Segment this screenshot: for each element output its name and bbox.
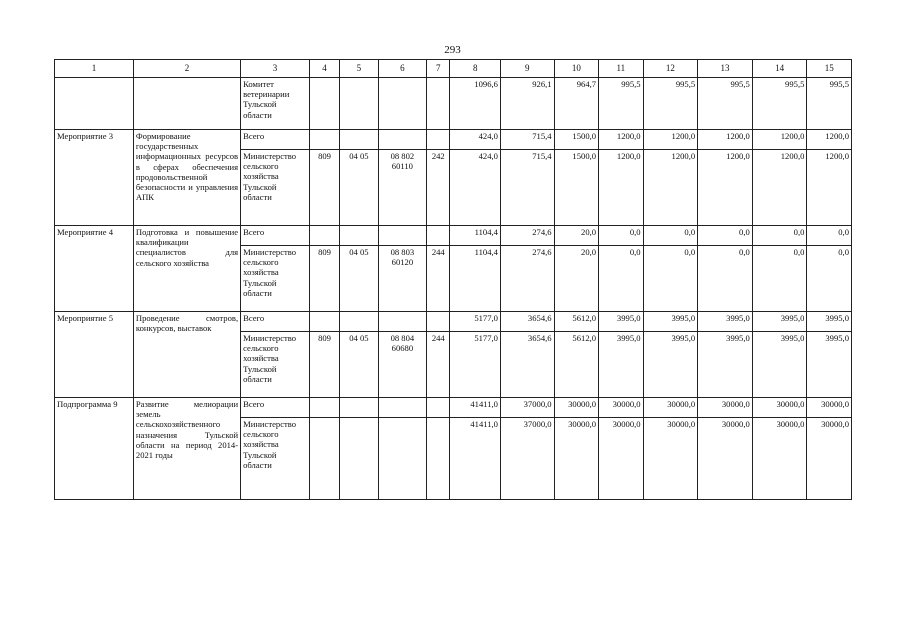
table-row	[55, 226, 852, 246]
value-cell: 30000,0	[643, 418, 698, 500]
value-cell: 3995,0	[599, 332, 644, 398]
measure-description: Проведение смотров, конкурсов, выставок	[133, 312, 240, 398]
expense-type-code: 244	[427, 246, 450, 312]
value-cell: 0,0	[643, 226, 698, 246]
value-cell: 5177,0	[450, 332, 501, 398]
value-cell: 274,6	[500, 246, 554, 312]
header-cell: 15	[807, 60, 852, 78]
value-cell: 3995,0	[807, 312, 852, 332]
value-cell: 1200,0	[752, 150, 807, 226]
target-article-code	[378, 312, 427, 332]
executor-cell: Комитет ветеринарии Тульской области	[241, 78, 310, 130]
grbs-code: 809	[309, 246, 339, 312]
section-code	[340, 78, 378, 130]
target-article-code: 08 802 60110	[378, 150, 427, 226]
value-cell: 3995,0	[599, 312, 644, 332]
budget-table	[54, 59, 852, 500]
value-cell: 1104,4	[450, 246, 501, 312]
target-article-code	[378, 78, 427, 130]
value-cell: 3995,0	[807, 332, 852, 398]
measure-cell: Мероприятие 5	[55, 312, 134, 398]
value-cell: 30000,0	[752, 418, 807, 500]
table-row	[55, 78, 852, 130]
header-cell: 14	[752, 60, 807, 78]
value-cell: 3654,6	[500, 332, 554, 398]
executor-cell: Министерство сельского хозяйства Тульской области	[241, 418, 310, 500]
value-cell: 3995,0	[752, 312, 807, 332]
expense-type-code	[427, 226, 450, 246]
value-cell: 37000,0	[500, 398, 554, 418]
target-article-code	[378, 418, 427, 500]
header-cell: 5	[340, 60, 378, 78]
header-cell: 4	[309, 60, 339, 78]
target-article-code	[378, 398, 427, 418]
value-cell: 3654,6	[500, 312, 554, 332]
grbs-code	[309, 78, 339, 130]
value-cell: 995,5	[599, 78, 644, 130]
header-cell: 12	[643, 60, 698, 78]
header-cell: 9	[500, 60, 554, 78]
header-cell: 10	[554, 60, 599, 78]
measure-description: Развитие мелиорации земель сельскохозяйственного назначения Тульской области на период 2014-2021 годы	[133, 398, 240, 500]
value-cell: 3995,0	[643, 332, 698, 398]
value-cell: 1500,0	[554, 150, 599, 226]
section-code: 04 05	[340, 150, 378, 226]
expense-type-code	[427, 78, 450, 130]
value-cell: 1200,0	[599, 130, 644, 150]
section-code: 04 05	[340, 246, 378, 312]
measure-cell: Подпрограмма 9	[55, 398, 134, 500]
value-cell: 0,0	[752, 246, 807, 312]
value-cell: 30000,0	[698, 418, 753, 500]
executor-cell: Всего	[241, 130, 310, 150]
value-cell: 41411,0	[450, 418, 501, 500]
value-cell: 5612,0	[554, 312, 599, 332]
value-cell: 0,0	[698, 246, 753, 312]
expense-type-code: 244	[427, 332, 450, 398]
value-cell: 0,0	[752, 226, 807, 246]
measure-cell: Мероприятие 3	[55, 130, 134, 226]
grbs-code	[309, 312, 339, 332]
value-cell: 1200,0	[599, 150, 644, 226]
grbs-code: 809	[309, 332, 339, 398]
section-code	[340, 398, 378, 418]
measure-description: Подготовка и повышение квалификации специалистов для сельского хозяйства	[133, 226, 240, 312]
executor-cell: Всего	[241, 312, 310, 332]
value-cell: 424,0	[450, 130, 501, 150]
value-cell: 1200,0	[698, 150, 753, 226]
value-cell: 5177,0	[450, 312, 501, 332]
table-row	[55, 312, 852, 332]
value-cell: 3995,0	[752, 332, 807, 398]
value-cell: 20,0	[554, 226, 599, 246]
grbs-code	[309, 418, 339, 500]
header-cell: 6	[378, 60, 427, 78]
value-cell: 5612,0	[554, 332, 599, 398]
expense-type-code	[427, 398, 450, 418]
measure-cell: Мероприятие 4	[55, 226, 134, 312]
target-article-code	[378, 226, 427, 246]
value-cell: 0,0	[807, 246, 852, 312]
value-cell: 1200,0	[643, 130, 698, 150]
value-cell: 3995,0	[643, 312, 698, 332]
value-cell: 41411,0	[450, 398, 501, 418]
value-cell: 30000,0	[807, 418, 852, 500]
executor-cell: Министерство сельского хозяйства Тульской области	[241, 150, 310, 226]
header-cell: 2	[133, 60, 240, 78]
value-cell: 1500,0	[554, 130, 599, 150]
table-row	[55, 398, 852, 418]
value-cell: 995,5	[643, 78, 698, 130]
value-cell: 30000,0	[752, 398, 807, 418]
value-cell: 964,7	[554, 78, 599, 130]
measure-cell	[55, 78, 134, 130]
value-cell: 715,4	[500, 130, 554, 150]
value-cell: 30000,0	[698, 398, 753, 418]
value-cell: 30000,0	[643, 398, 698, 418]
value-cell: 1200,0	[752, 130, 807, 150]
section-code	[340, 226, 378, 246]
executor-cell: Министерство сельского хозяйства Тульской области	[241, 332, 310, 398]
measure-description	[133, 78, 240, 130]
value-cell: 995,5	[807, 78, 852, 130]
value-cell: 0,0	[807, 226, 852, 246]
grbs-code: 809	[309, 150, 339, 226]
table-row	[55, 130, 852, 150]
value-cell: 0,0	[643, 246, 698, 312]
value-cell: 30000,0	[554, 418, 599, 500]
value-cell: 0,0	[599, 246, 644, 312]
value-cell: 3995,0	[698, 312, 753, 332]
section-code: 04 05	[340, 332, 378, 398]
value-cell: 995,5	[752, 78, 807, 130]
expense-type-code	[427, 130, 450, 150]
expense-type-code	[427, 312, 450, 332]
table-body	[55, 78, 852, 500]
value-cell: 0,0	[599, 226, 644, 246]
executor-cell: Всего	[241, 226, 310, 246]
header-row	[55, 60, 852, 78]
header-cell: 7	[427, 60, 450, 78]
value-cell: 30000,0	[599, 418, 644, 500]
expense-type-code: 242	[427, 150, 450, 226]
executor-cell: Всего	[241, 398, 310, 418]
value-cell: 715,4	[500, 150, 554, 226]
grbs-code	[309, 226, 339, 246]
value-cell: 0,0	[698, 226, 753, 246]
grbs-code	[309, 130, 339, 150]
value-cell: 424,0	[450, 150, 501, 226]
value-cell: 995,5	[698, 78, 753, 130]
value-cell: 20,0	[554, 246, 599, 312]
value-cell: 1104,4	[450, 226, 501, 246]
executor-cell: Министерство сельского хозяйства Тульской области	[241, 246, 310, 312]
value-cell: 1200,0	[698, 130, 753, 150]
header-cell: 13	[698, 60, 753, 78]
target-article-code: 08 803 60120	[378, 246, 427, 312]
value-cell: 926,1	[500, 78, 554, 130]
header-cell: 3	[241, 60, 310, 78]
page-number: 293	[444, 44, 461, 56]
value-cell: 1200,0	[807, 130, 852, 150]
header-cell: 8	[450, 60, 501, 78]
value-cell: 30000,0	[599, 398, 644, 418]
value-cell: 274,6	[500, 226, 554, 246]
grbs-code	[309, 398, 339, 418]
value-cell: 1096,6	[450, 78, 501, 130]
header-cell: 11	[599, 60, 644, 78]
value-cell: 3995,0	[698, 332, 753, 398]
expense-type-code	[427, 418, 450, 500]
value-cell: 1200,0	[807, 150, 852, 226]
value-cell: 30000,0	[554, 398, 599, 418]
value-cell: 1200,0	[643, 150, 698, 226]
header-cell: 1	[55, 60, 134, 78]
value-cell: 30000,0	[807, 398, 852, 418]
target-article-code	[378, 130, 427, 150]
value-cell: 37000,0	[500, 418, 554, 500]
section-code	[340, 312, 378, 332]
section-code	[340, 418, 378, 500]
measure-description: Формирование государственных информационных ресурсов в сферах обеспечения продовольственной безопасности и управления АПК	[133, 130, 240, 226]
target-article-code: 08 804 60680	[378, 332, 427, 398]
section-code	[340, 130, 378, 150]
